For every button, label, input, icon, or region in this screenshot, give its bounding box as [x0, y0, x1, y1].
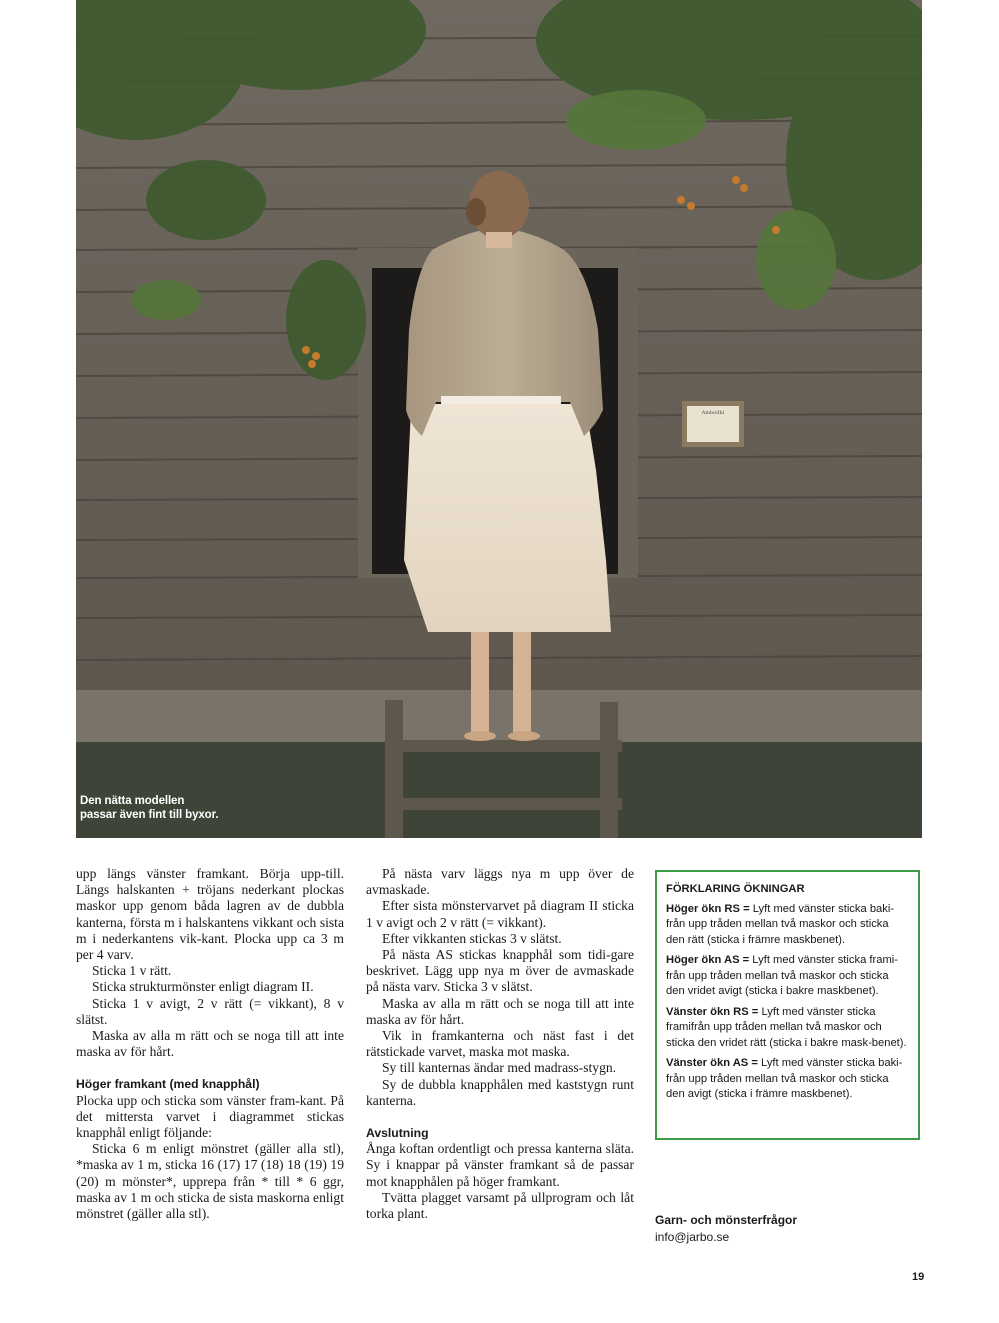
box-item-text: Lyft med vänster sticka framifrån upp tråden mellan två maskor och sticka den vridet rätt (sticka i bakre mask-benet). [666, 1005, 907, 1049]
paragraph: Sticka strukturmönster enligt diagram II. [92, 979, 314, 995]
contact-block [655, 1212, 797, 1246]
base-beam [76, 690, 922, 742]
contact-title: Garn- och mönsterfrågor [655, 1213, 798, 1227]
paragraph: Sticka 6 m enligt mönstret (gäller alla stl), *maska av 1 m, sticka 16 (17) 17 (18) 18 (19) 19 (20) m mönster*, upprepa från * till * 6 ggr, maska av 1 m och sticka de sista maskorna enligt mönstret (gäller alla stl). [76, 1141, 344, 1222]
photo-illustration [76, 0, 922, 838]
explanation-box [655, 870, 920, 1140]
box-item-term: Höger ökn AS = [666, 954, 750, 966]
paragraph: Plocka upp och sticka som vänster fram-kant. På det mittersta varvet i diagrammet stickas knapphål enligt följande: [76, 1092, 344, 1141]
box-item [666, 902, 909, 949]
paragraph: Sy till kanternas ändar med madrass-stygn. [382, 1060, 617, 1076]
paragraph: Ånga koftan ordentligt och pressa kanterna släta. Sy i knappar på vänster framkant så de passar mot knapphålen på höger framkant. [366, 1141, 634, 1189]
section-heading: Höger framkant (med knapphål) [76, 1077, 260, 1092]
paragraph: Efter sista mönstervarvet på diagram II sticka 1 v avigt och 2 v rätt (= vikkant). [366, 898, 634, 930]
box-item-term: Höger ökn RS = [666, 902, 750, 915]
paragraph: På nästa varv läggs nya m upp över de avmaskade. [366, 866, 634, 898]
section-heading: Avslutning [366, 1126, 429, 1141]
paragraph: Tvätta plagget varsamt på ullprogram och låt torka plant. [366, 1189, 634, 1222]
wall-sign-text: Ambodhi [701, 410, 725, 416]
photo-caption [80, 795, 320, 822]
box-item-text: Lyft med vänster sticka frami-från upp tråden mellan två maskor och sticka den vridet avigt (sticka i bakre maskbenet). [666, 954, 898, 997]
caption-line-2: passar även fint till byxor. [80, 808, 219, 821]
paragraph: På nästa AS stickas knapphål som tidi-gare beskrivet. Lägg upp nya m över de avmaskade på nästa varv. Sticka 3 v slätst. [366, 947, 634, 995]
paragraph: Efter vikkanten stickas 3 v slätst. [382, 930, 562, 946]
box-item [666, 1056, 909, 1103]
box-item-text: Lyft med vänster sticka baki-från upp tråden mellan två maskor och sticka den rätt (sticka i främre maskbenet). [666, 902, 895, 946]
paragraph: Sy de dubbla knapphålen med kaststygn runt kanterna. [366, 1076, 634, 1108]
box-item-text: Lyft med vänster sticka baki-från upp tråden mellan två maskor och sticka den avigt (sticka i främre maskbenet). [666, 1057, 903, 1100]
box-item [666, 1005, 909, 1052]
page-number: 19 [912, 1271, 925, 1283]
box-item-term: Vänster ökn AS = [666, 1057, 758, 1069]
paragraph: upp längs vänster framkant. Börja upp-till. Längs halskanten + tröjans nederkant plockas maskor upp genom båda lagren av de dubbla kanterna, första m i halskantens vikkant och sista m i nederkantens vik-kant. Plocka upp ca 3 m per 4 varv. [76, 866, 344, 963]
text-column-1 [76, 866, 344, 1222]
contact-email[interactable]: info@jarbo.se [655, 1230, 730, 1244]
cover-photo [76, 0, 922, 838]
paragraph: Maska av alla m rätt och se noga till att inte maska av för hårt. [366, 995, 634, 1027]
box-item-term: Vänster ökn RS = [666, 1005, 759, 1018]
box-title: FÖRKLARING ÖKNINGAR [666, 883, 805, 895]
paragraph: Maska av alla m rätt och se noga till att inte maska av för hårt. [76, 1028, 344, 1060]
box-item [666, 953, 909, 1000]
caption-line-1: Den nätta modellen [80, 795, 185, 807]
paragraph: Sticka 1 v avigt, 2 v rätt (= vikkant), 8 v slätst. [76, 995, 344, 1027]
text-column-2 [366, 866, 634, 1222]
paragraph: Vik in framkanterna och näst fast i det rätstickade varvet, maska mot maska. [366, 1028, 634, 1060]
ground [76, 742, 922, 838]
paragraph: Sticka 1 v rätt. [92, 963, 172, 979]
